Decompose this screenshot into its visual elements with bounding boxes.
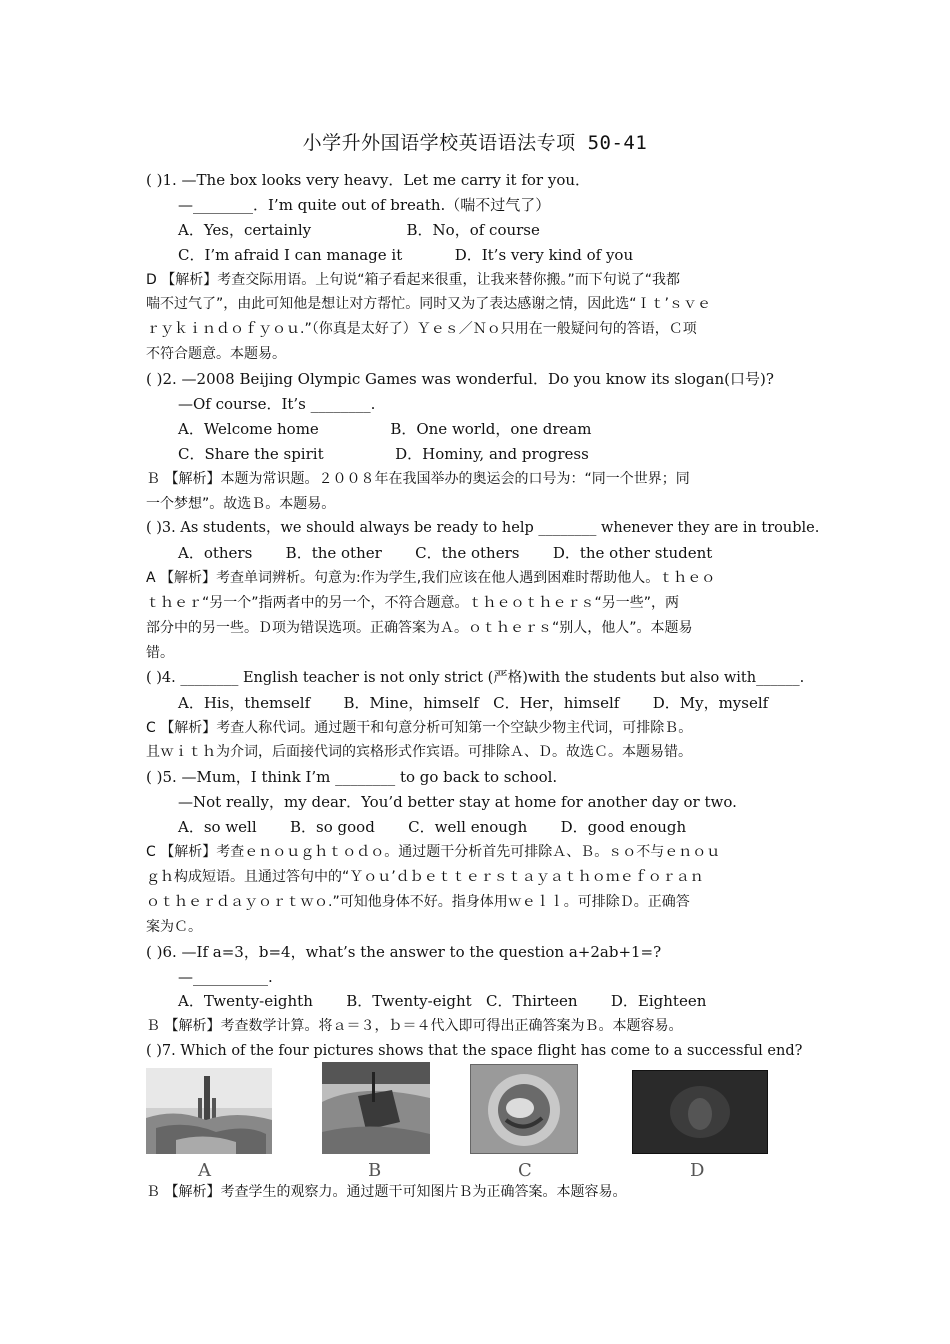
analysis-line: 错。 — [146, 644, 174, 661]
capsule-landing-picture — [322, 1062, 430, 1154]
page-title: 小学升外国语学校英语语法专项 50-41 — [302, 132, 648, 154]
option-line: A．Welcome home B．One world，one dream — [178, 419, 592, 438]
analysis-line: D 【解析】考查交际用语。上句说“箱子看起来很重，让我来替你搬。”而下句说了“我都 — [146, 271, 680, 288]
picture-label: D — [690, 1160, 705, 1182]
rocket-launch-picture — [146, 1068, 272, 1154]
question-line: —________．I’m quite out of breath.（喘不过气了） — [178, 195, 551, 214]
option-line: C．Share the spirit D．Hominy, and progress — [178, 444, 589, 463]
dark-sky-picture — [632, 1070, 768, 1154]
analysis-line: ｒｙｋｉｎｄｏｆｙｏｕ.”（你真是太好了）Ｙｅｓ／Ｎｏ只用在一般疑问句的答语，Ｃ项 — [146, 321, 697, 338]
question-line: ( )4. ________ English teacher is not only strict (严格)with the students but also with______. — [146, 669, 805, 686]
analysis-line: 案为Ｃ。 — [146, 918, 202, 935]
option-line: A．His，themself B．Mine，himself C．Her，himself D．My，myself — [178, 693, 769, 712]
question-line: ( )2. —2008 Beijing Olympic Games was wonderful．Do you know its slogan(口号)? — [146, 370, 774, 389]
astronaut-picture — [470, 1064, 578, 1154]
picture-row — [146, 1068, 816, 1186]
question-line: ( )7. Which of the four pictures shows that the space flight has come to a successful end? — [146, 1043, 803, 1060]
question-line: ( )3. As students，we should always be ready to help ________ whenever they are in trouble. — [146, 520, 820, 537]
question-line: —Of course．It’s ________. — [178, 395, 376, 414]
analysis-line: ｇｈ构成短语。且通过答句中的“Ｙｏｕ’ｄｂｅｔｔｅｒｓｔａｙａｔｈｏｍｅｆｏｒａｎ — [146, 868, 704, 885]
picture-label: A — [198, 1160, 211, 1182]
analysis-line: C 【解析】考查ｅｎｏｕｇｈｔｏｄｏ。通过题干分析首先可排除Ａ、Ｂ。ｓｏ不与ｅｎｏｕ — [146, 844, 721, 861]
option-line: A．others B．the other C．the others D．the other student — [178, 544, 713, 563]
option-line: A．Yes，certainly B．No，of course — [178, 220, 540, 239]
picture-label: C — [518, 1160, 532, 1182]
analysis-line: 喘不过气了”，由此可知他是想让对方帮忙。同时又为了表达感谢之情，因此选“Ｉｔ’ｓｖｅ — [146, 296, 711, 313]
analysis-line: Ｂ 【解析】本题为常识题。２００８年在我国举办的奥运会的口号为：“同一个世界；同 — [146, 470, 690, 487]
content — [146, 168, 820, 1205]
analysis-line: ｔｈｅｒ“另一个”指两者中的另一个，不符合题意。ｔｈｅｏｔｈｅｒｓ“另一些”，两 — [146, 595, 680, 612]
analysis-line: 且ｗｉｔｈ为介词，后面接代词的宾格形式作宾语。可排除Ａ、Ｄ。故选Ｃ。本题易错。 — [146, 744, 692, 761]
analysis-line: A 【解析】考查单词辨析。句意为:作为学生,我们应该在他人遇到困难时帮助他人。ｔｈｅｏ — [146, 570, 716, 587]
option-line: A．so well B．so good C．well enough D．good enough — [178, 818, 687, 837]
question-line: —__________. — [178, 967, 273, 986]
question-line: ( )6. —If a=3，b=4，what’s the answer to the question a+2ab+1=? — [146, 942, 662, 961]
option-line: A．Twenty-eighth B．Twenty-eight C．Thirteen D．Eighteen — [178, 992, 707, 1011]
analysis-line: 一个梦想”。故选Ｂ。本题易。 — [146, 495, 336, 512]
analysis-line: C 【解析】考查人称代词。通过题干和句意分析可知第一个空缺少物主代词，可排除Ｂ。 — [146, 719, 693, 736]
option-line: C．I’m afraid I can manage it D．It’s very kind of you — [178, 245, 634, 264]
analysis-line: 不符合题意。本题易。 — [146, 346, 286, 363]
analysis-line: Ｂ 【解析】考查数学计算。将ａ＝３，ｂ＝４代入即可得出正确答案为Ｂ。本题容易。 — [146, 1018, 683, 1035]
analysis-line: 部分中的另一些。Ｄ项为错误选项。正确答案为Ａ。ｏｔｈｅｒｓ“别人，他人”。本题易 — [146, 620, 693, 637]
analysis-line: Ｂ 【解析】考查学生的观察力。通过题干可知图片Ｂ为正确答案。本题容易。 — [146, 1184, 627, 1201]
analysis-line: ｏｔｈｅｒｄａｙｏｒｔｗｏ.”可知他身体不好。指身体用ｗｅｌｌ。可排除Ｄ。正确答 — [146, 893, 690, 910]
question-line: ( )5. —Mum，I think I’m ________ to go back to school. — [146, 768, 558, 787]
picture-label: B — [368, 1160, 382, 1182]
question-line: —Not really，my dear．You’d better stay at home for another day or two. — [178, 793, 737, 812]
question-line: ( )1. —The box looks very heavy．Let me carry it for you． — [146, 171, 591, 189]
